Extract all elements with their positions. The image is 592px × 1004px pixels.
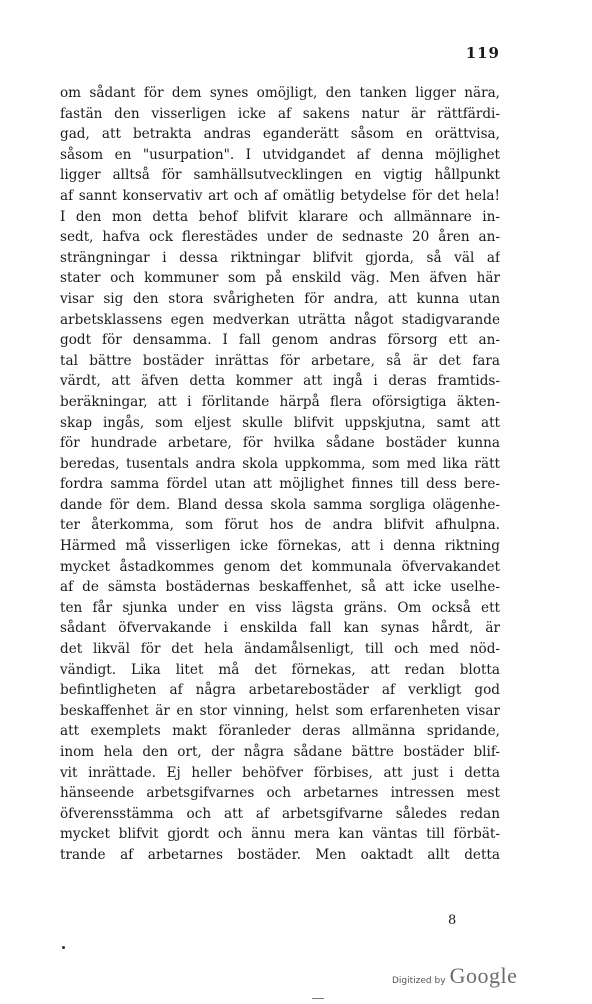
text-line: om sådant för dem synes omöjligt, den tanken ligger nära, [60,85,500,101]
text-line: för hundrade arbetare, för hvilka sådane bostäder kunna [60,435,500,452]
bottom-dash [312,998,324,999]
digitized-watermark [392,963,517,989]
text-line: att exemplets makt föranleder deras allmänna spridande, [60,723,500,740]
text-line: befintligheten af några arbetarebostäder af verkligt god [60,682,500,699]
text-line: Härmed må visserligen icke förnekas, att i denna riktning [60,538,500,555]
text-line: vändigt. Lika litet må det förnekas, att redan blotta [60,661,500,678]
text-line: visar sig den stora svårigheten för andra, att kunna utan [60,290,500,307]
text-line: såsom en "usurpation". I utvidgandet af denna möjlighet [60,146,500,163]
text-line: trande af arbetarnes bostäder. Men oaktadt allt detta [60,846,500,863]
text-line: gad, att betrakta andras eganderätt såsom en orättvisa, [60,126,500,143]
text-line: värdt, att äfven detta kommer att ingå i deras framtids- [60,373,500,390]
body-text [60,83,500,866]
text-line: mycket åstadkommes genom det kommunala öfvervakandet [60,558,500,575]
text-line: af sannt konservativ art och af omätlig betydelse för det hela! [60,187,500,204]
text-line: hänseende arbetsgifvarnes och arbetarnes intressen mest [60,785,500,802]
text-line: af de sämsta bostädernas beskaffenhet, så att icke uselhe- [60,579,500,596]
text-line: mycket blifvit gjordt och ännu mera kan väntas till förbät- [60,826,500,843]
page-number: 119 [465,44,500,62]
text-line: sådant öfvervakande i enskilda fall kan synas hårdt, är [60,620,500,637]
google-logo: Google [449,963,518,988]
text-line: vit inrättade. Ej heller behöfver förbises, att just i detta [60,764,500,781]
text-line: ter återkomma, som förut hos de andra blifvit afhulpna. [60,517,500,534]
text-line: fordra samma fördel utan att möjlighet finnes till dess bere- [60,476,500,493]
text-line: skap ingås, som eljest skulle blifvit uppskjutna, samt att [60,414,500,431]
text-line: dande för dem. Bland dessa skola samma sorgliga olägenhe- [60,496,500,513]
text-line: tal bättre bostäder inrättas för arbetare, så är det fara [60,352,500,369]
text-line: ten får sjunka under en viss lägsta gräns. Om också ett [60,599,500,616]
text-line: öfverensstämma och att af arbetsgifvarne således redan [60,805,500,822]
text-line: godt för densamma. I fall genom andras försorg ett an- [60,332,500,349]
text-line: I den mon detta behof blifvit klarare och allmännare in- [60,208,500,225]
digitized-prefix: Digitized by [392,976,446,986]
text-line: stater och kommuner som på enskild väg. Men äfven här [60,270,500,287]
text-line: ligger alltså för samhällsutvecklingen en vigtig hållpunkt [60,167,500,184]
text-line: det likväl för det hela ändamålsenligt, till och med nöd- [60,641,500,658]
stray-dot [62,946,65,949]
text-line: beskaffenhet är en stor vinning, helst som erfarenheten visar [60,702,500,719]
signature-mark: 8 [448,913,457,928]
text-line: strängningar i dessa riktningar blifvit gjorda, så väl af [60,249,500,266]
text-line: beräkningar, att i förlitande härpå flera oförsigtiga äkten- [60,393,500,410]
text-line: inom hela den ort, der några sådane bättre bostäder blif- [60,744,500,760]
text-line: arbetsklassens egen medverkan uträtta något stadigvarande [60,311,500,328]
text-line: sedt, hafva ock flerestädes under de sednaste 20 åren an- [60,229,500,246]
text-line: fastän den visserligen icke af sakens natur är rättfärdi- [60,105,500,122]
text-line: beredas, tusentals andra skola uppkomma, som med lika rätt [60,455,500,472]
